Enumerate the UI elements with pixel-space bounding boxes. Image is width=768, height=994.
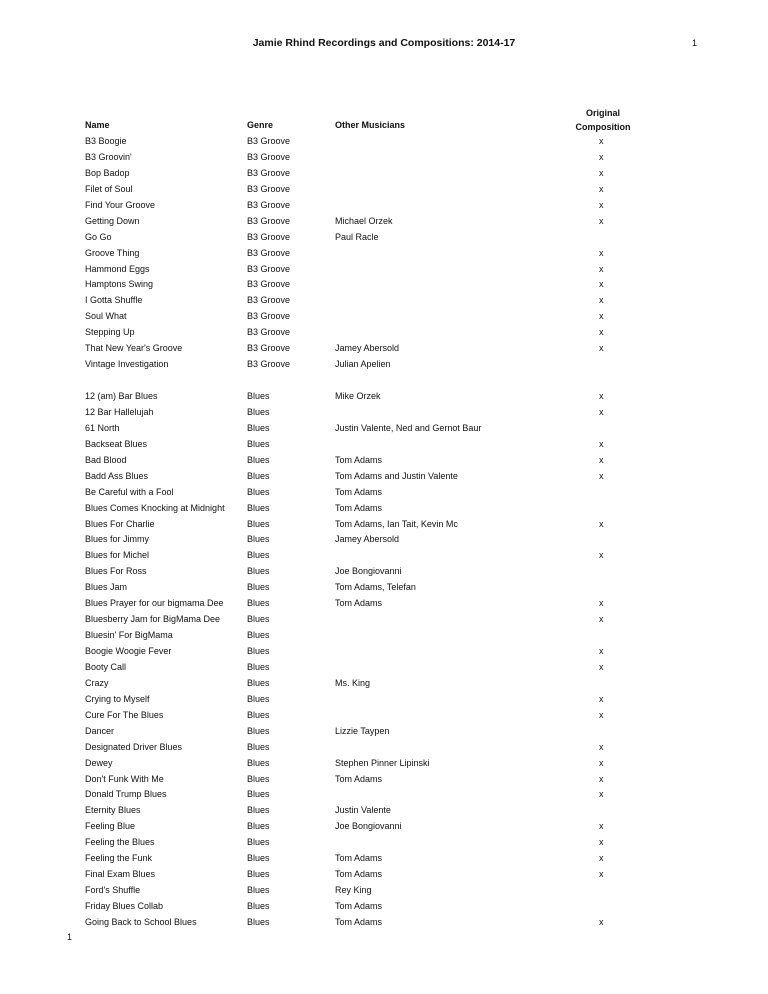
cell-genre: Blues — [247, 916, 270, 927]
cell-name: Groove Thing — [85, 247, 140, 258]
cell-genre: Blues — [247, 422, 270, 433]
cell-genre: Blues — [247, 709, 270, 720]
table-row — [0, 356, 768, 372]
cell-original-composition: x — [599, 837, 604, 848]
table-row — [0, 834, 768, 850]
cell-original-composition: x — [599, 215, 604, 226]
cell-name: Boogie Woogie Fever — [85, 646, 172, 656]
cell-genre: B3 Groove — [247, 247, 291, 258]
table-row — [0, 181, 768, 197]
cell-name: I Gotta Shuffle — [85, 295, 143, 306]
table-row — [0, 308, 768, 324]
cell-name: Dancer — [85, 725, 115, 736]
cell-other-musicians: Justin Valente — [335, 805, 391, 816]
cell-name: Designated Driver Blues — [85, 741, 183, 752]
page-title: Jamie Rhind Recordings and Compositions: 2014-17 — [252, 37, 516, 49]
cell-name: Blues For Charlie — [85, 518, 155, 529]
table-row — [0, 579, 768, 595]
cell-name: 12 Bar Hallelujah — [85, 406, 154, 417]
cell-other-musicians: Tom Adams — [335, 916, 383, 927]
cell-name: Be Careful with a Fool — [85, 486, 174, 497]
cell-original-composition: x — [599, 406, 604, 417]
cell-original-composition: x — [599, 438, 604, 449]
cell-name: Don't Funk With Me — [85, 773, 164, 784]
cell-genre: B3 Groove — [247, 151, 291, 162]
cell-name: That New Year's Groove — [85, 343, 183, 354]
cell-name: Blues For Ross — [85, 566, 147, 577]
cell-other-musicians: Lizzie Taypen — [335, 725, 390, 736]
cell-genre: Blues — [247, 885, 270, 896]
cell-genre: Blues — [247, 470, 270, 481]
table-row — [0, 818, 768, 834]
cell-genre: Blues — [247, 789, 270, 800]
cell-genre: B3 Groove — [247, 215, 291, 226]
table-row — [0, 165, 768, 181]
table-row — [0, 324, 768, 340]
cell-original-composition: x — [599, 470, 604, 481]
cell-original-composition: x — [599, 646, 604, 656]
cell-other-musicians: Tom Adams — [335, 869, 383, 880]
cell-original-composition: x — [599, 757, 604, 768]
cell-original-composition: x — [599, 709, 604, 720]
cell-other-musicians: Tom Adams — [335, 598, 383, 609]
table-row — [0, 149, 768, 165]
table-row — [0, 388, 768, 404]
table-row — [0, 547, 768, 563]
cell-name: Feeling the Blues — [85, 837, 155, 848]
cell-other-musicians: Justin Valente, Ned and Gernot Baur — [335, 422, 482, 433]
table-row — [0, 340, 768, 356]
table-row — [0, 850, 768, 866]
cell-name: Hammond Eggs — [85, 263, 150, 274]
cell-genre: Blues — [247, 741, 270, 752]
cell-name: Bluesberry Jam for BigMama Dee — [85, 614, 221, 625]
cell-original-composition: x — [599, 391, 604, 401]
cell-original-composition: x — [599, 598, 604, 609]
cell-genre: Blues — [247, 518, 270, 529]
cell-genre: Blues — [247, 438, 270, 449]
cell-other-musicians: Joe Bongiovanni — [335, 821, 402, 832]
cell-genre: B3 Groove — [247, 343, 291, 354]
cell-genre: Blues — [247, 566, 270, 577]
table-row — [0, 723, 768, 739]
cell-other-musicians: Julian Apelien — [335, 359, 391, 370]
cell-genre: Blues — [247, 805, 270, 816]
cell-original-composition: x — [599, 167, 604, 178]
cell-original-composition: x — [599, 693, 604, 704]
table-row — [0, 197, 768, 213]
table-row — [0, 643, 768, 659]
cell-name: Find Your Groove — [85, 199, 156, 210]
cell-genre: B3 Groove — [247, 359, 291, 370]
table-row — [0, 595, 768, 611]
table-row — [0, 771, 768, 787]
cell-name: Feeling Blue — [85, 821, 136, 832]
cell-original-composition: x — [599, 311, 604, 322]
cell-genre: B3 Groove — [247, 183, 291, 194]
cell-name: Go Go — [85, 231, 112, 242]
table-row — [0, 739, 768, 755]
cell-genre: Blues — [247, 406, 270, 417]
cell-name: Booty Call — [85, 661, 127, 672]
cell-original-composition: x — [599, 853, 604, 864]
cell-other-musicians: Tom Adams — [335, 502, 383, 513]
table-row — [0, 786, 768, 802]
column-header-original-line1: Original — [585, 108, 620, 118]
cell-genre: Blues — [247, 725, 270, 736]
cell-original-composition: x — [599, 550, 604, 561]
cell-genre: Blues — [247, 677, 270, 688]
table-row — [0, 452, 768, 468]
cell-genre: Blues — [247, 630, 270, 641]
cell-other-musicians: Jamey Abersold — [335, 534, 400, 545]
cell-other-musicians: Tom Adams — [335, 773, 383, 784]
table-row — [0, 563, 768, 579]
cell-genre: Blues — [247, 454, 270, 465]
cell-other-musicians: Ms. King — [335, 677, 371, 688]
cell-genre: Blues — [247, 853, 270, 864]
cell-name: Vintage Investigation — [85, 359, 169, 370]
cell-other-musicians: Tom Adams — [335, 853, 383, 864]
cell-name: Hamptons Swing — [85, 279, 154, 290]
table-row — [0, 516, 768, 532]
table-row — [0, 484, 768, 500]
table-row — [0, 898, 768, 914]
cell-genre: B3 Groove — [247, 279, 291, 290]
cell-original-composition: x — [599, 741, 604, 752]
cell-original-composition: x — [599, 789, 604, 800]
cell-original-composition: x — [599, 247, 604, 258]
cell-original-composition: x — [599, 151, 604, 162]
table-row — [0, 292, 768, 308]
cell-other-musicians: Tom Adams — [335, 901, 383, 911]
cell-genre: Blues — [247, 773, 270, 784]
table-row — [0, 468, 768, 484]
cell-original-composition: x — [599, 821, 604, 832]
cell-name: Feeling the Funk — [85, 853, 153, 864]
cell-genre: Blues — [247, 837, 270, 848]
cell-genre: B3 Groove — [247, 295, 291, 306]
cell-genre: B3 Groove — [247, 327, 291, 338]
table-row — [0, 866, 768, 882]
cell-original-composition: x — [599, 614, 604, 625]
cell-other-musicians: Rey King — [335, 885, 372, 896]
cell-genre: Blues — [247, 901, 270, 911]
cell-original-composition: x — [599, 773, 604, 784]
cell-genre: B3 Groove — [247, 167, 291, 178]
cell-name: Blues for Michel — [85, 550, 150, 561]
table-row — [0, 611, 768, 627]
table-row — [0, 372, 768, 388]
column-header-original-line2: Composition — [575, 122, 631, 132]
cell-genre: Blues — [247, 869, 270, 880]
cell-genre: Blues — [247, 757, 270, 768]
cell-genre: B3 Groove — [247, 231, 291, 242]
table-row — [0, 882, 768, 898]
table-row — [0, 420, 768, 436]
cell-name: 12 (am) Bar Blues — [85, 391, 158, 401]
cell-name: Blues for Jimmy — [85, 534, 150, 545]
column-header-name: Name — [85, 120, 110, 130]
cell-name: Going Back to School Blues — [85, 916, 197, 927]
recordings-table — [0, 133, 768, 930]
table-row — [0, 133, 768, 149]
cell-original-composition: x — [599, 199, 604, 210]
cell-original-composition: x — [599, 183, 604, 194]
cell-other-musicians: Tom Adams — [335, 454, 383, 465]
cell-name: Eternity Blues — [85, 805, 141, 816]
table-row — [0, 707, 768, 723]
cell-name: Badd Ass Blues — [85, 470, 149, 481]
cell-other-musicians: Tom Adams, Ian Tait, Kevin Mc — [335, 518, 458, 529]
cell-other-musicians: Joe Bongiovanni — [335, 566, 402, 577]
cell-name: Ford's Shuffle — [85, 885, 141, 896]
page-number-top: 1 — [692, 38, 698, 48]
cell-original-composition: x — [599, 279, 604, 290]
cell-original-composition: x — [599, 343, 604, 354]
cell-name: B3 Boogie — [85, 136, 127, 146]
table-row — [0, 691, 768, 707]
cell-name: Crazy — [85, 677, 109, 688]
cell-name: Bop Badop — [85, 167, 130, 178]
cell-genre: B3 Groove — [247, 199, 291, 210]
cell-other-musicians: Tom Adams — [335, 486, 383, 497]
cell-name: Crying to Myself — [85, 693, 150, 704]
cell-other-musicians: Tom Adams and Justin Valente — [335, 470, 458, 481]
cell-original-composition: x — [599, 518, 604, 529]
cell-name: Friday Blues Collab — [85, 901, 164, 911]
cell-name: Blues Prayer for our bigmama Dee — [85, 598, 224, 609]
cell-original-composition: x — [599, 136, 604, 146]
cell-name: Soul What — [85, 311, 127, 322]
table-row — [0, 914, 768, 930]
cell-genre: Blues — [247, 502, 270, 513]
cell-name: 61 North — [85, 422, 120, 433]
cell-name: Blues Jam — [85, 582, 128, 593]
cell-genre: Blues — [247, 391, 270, 401]
cell-name: Blues Comes Knocking at Midnight — [85, 502, 225, 513]
cell-genre: B3 Groove — [247, 311, 291, 322]
table-row — [0, 404, 768, 420]
cell-name: Donald Trump Blues — [85, 789, 167, 800]
cell-name: Backseat Blues — [85, 438, 148, 449]
table-row — [0, 531, 768, 547]
cell-name: Getting Down — [85, 215, 140, 226]
cell-name: B3 Groovin' — [85, 151, 132, 162]
table-row — [0, 213, 768, 229]
cell-name: Bad Blood — [85, 454, 127, 465]
cell-genre: B3 Groove — [247, 136, 291, 146]
cell-genre: Blues — [247, 821, 270, 832]
cell-genre: B3 Groove — [247, 263, 291, 274]
table-row — [0, 755, 768, 771]
cell-original-composition: x — [599, 327, 604, 338]
cell-original-composition: x — [599, 916, 604, 927]
table-row — [0, 802, 768, 818]
table-row — [0, 261, 768, 277]
cell-genre: Blues — [247, 661, 270, 672]
cell-name: Bluesin' For BigMama — [85, 630, 173, 641]
cell-original-composition: x — [599, 295, 604, 306]
table-row — [0, 500, 768, 516]
cell-other-musicians: Tom Adams, Telefan — [335, 582, 416, 593]
cell-genre: Blues — [247, 693, 270, 704]
cell-name: Dewey — [85, 757, 113, 768]
cell-other-musicians: Paul Racle — [335, 231, 379, 242]
cell-genre: Blues — [247, 550, 270, 561]
cell-genre: Blues — [247, 614, 270, 625]
cell-original-composition: x — [599, 869, 604, 880]
cell-name: Final Exam Blues — [85, 869, 156, 880]
table-row — [0, 229, 768, 245]
cell-name: Cure For The Blues — [85, 709, 164, 720]
table-row — [0, 675, 768, 691]
table-row — [0, 659, 768, 675]
cell-genre: Blues — [247, 646, 270, 656]
table-row — [0, 627, 768, 643]
cell-original-composition: x — [599, 263, 604, 274]
page-number-bottom: 1 — [67, 932, 73, 942]
cell-genre: Blues — [247, 582, 270, 593]
cell-name: Stepping Up — [85, 327, 135, 338]
table-row — [0, 245, 768, 261]
cell-other-musicians: Stephen Pinner Lipinski — [335, 757, 430, 768]
cell-genre: Blues — [247, 598, 270, 609]
cell-genre: Blues — [247, 486, 270, 497]
column-header-other-musicians: Other Musicians — [335, 120, 406, 130]
cell-original-composition: x — [599, 661, 604, 672]
table-row — [0, 276, 768, 292]
cell-genre: Blues — [247, 534, 270, 545]
cell-other-musicians: Jamey Abersold — [335, 343, 400, 354]
cell-other-musicians: Mike Orzek — [335, 391, 381, 401]
table-row — [0, 436, 768, 452]
cell-original-composition: x — [599, 454, 604, 465]
cell-other-musicians: Michael Orzek — [335, 215, 393, 226]
column-header-original-composition — [568, 106, 638, 134]
cell-name: Filet of Soul — [85, 183, 133, 194]
column-header-genre: Genre — [247, 120, 274, 130]
